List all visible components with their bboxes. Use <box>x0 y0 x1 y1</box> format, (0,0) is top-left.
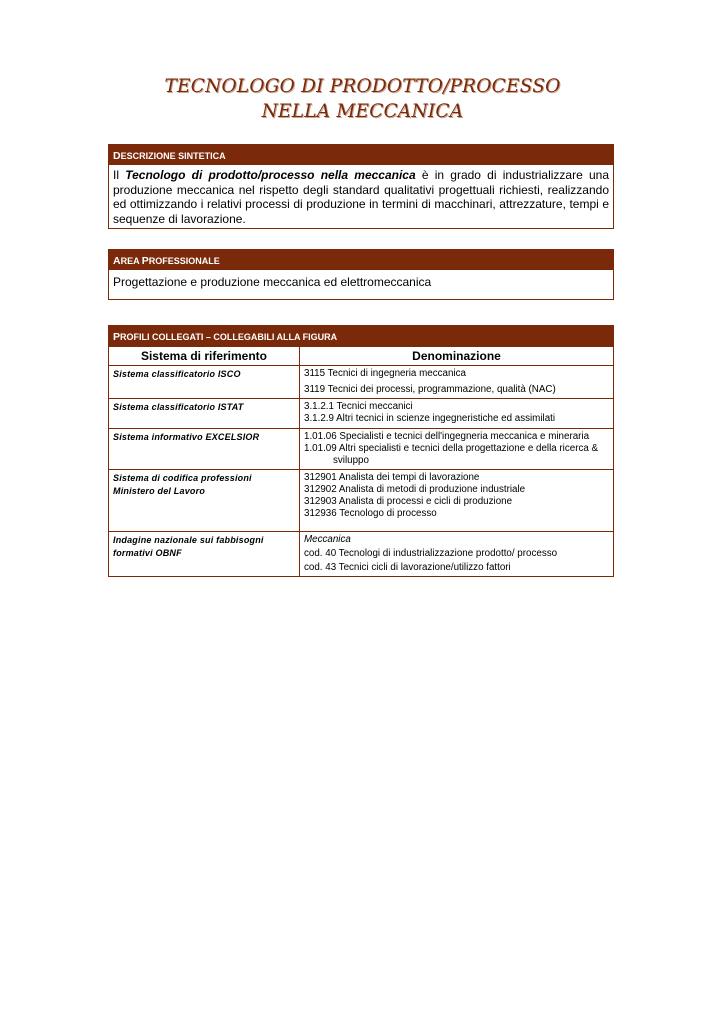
profili-table <box>109 346 613 576</box>
table-row <box>109 532 613 577</box>
sistema-cell: Indagine nazionale sui fabbisogni formativi OBNF <box>109 532 300 577</box>
col-sistema-header: Sistema di riferimento <box>109 347 300 366</box>
sistema-cell: Sistema di codifica professioni Ministero del Lavoro <box>109 470 300 532</box>
profili-header: PROFILI COLLEGATI – COLLEGABILI ALLA FIGURA <box>109 326 613 346</box>
settore-label: Meccanica <box>304 534 351 545</box>
title-line-1: TECNOLOGO DI PRODOTTO/PROCESSO <box>164 76 561 97</box>
descrizione-section <box>108 144 614 229</box>
denominazione-cell: 312901 Analista dei tempi di lavorazione 312902 Analista di metodi di produzione industriale 312903 Analista di processi e cicli di produzione 312936 Tecnologo di processo <box>300 470 614 532</box>
denominazione-cell: 1.01.06 Specialisti e tecnici dell'ingegneria meccanica e mineraria 1.01.09 Altri specialisti e tecnici della progettazione e della ricerca & sviluppo <box>300 429 614 470</box>
denominazione-cell: 3115 Tecnici di ingegneria meccanica 3119 Tecnici dei processi, programmazione, qualità (NAC) <box>300 366 614 399</box>
area-text: Progettazione e produzione meccanica ed elettromeccanica <box>113 275 432 289</box>
denominazione-cell: 3.1.2.1 Tecnici meccanici 3.1.2.9 Altri tecnici in scienze ingegneristiche ed assimilati <box>300 399 614 429</box>
area-section <box>108 249 614 300</box>
sistema-cell: Sistema informativo EXCELSIOR <box>109 429 300 470</box>
descrizione-text: Il Tecnologo di prodotto/processo nella meccanica è in grado di industrializzare una produzione meccanica nel rispetto degli standard qualitativi progettuali richiesti, realizzando ed ottimizzando i relativi processi di produzione in termini di macchinari, attrezzature, tempi e sequenze di lavorazione. <box>113 168 609 226</box>
profile-name: Tecnologo di prodotto/processo nella meccanica <box>125 168 416 182</box>
table-header-row <box>109 347 613 366</box>
col-denominazione-header: Denominazione <box>300 347 614 366</box>
area-header: AREA PROFESSIONALE <box>109 250 613 270</box>
descrizione-header: DESCRIZIONE SINTETICA <box>109 145 613 165</box>
table-row <box>109 366 613 399</box>
sistema-cell: Sistema classificatorio ISTAT <box>109 399 300 429</box>
title-line-2: NELLA MECCANICA <box>261 101 464 122</box>
table-row <box>109 470 613 532</box>
table-row <box>109 429 613 470</box>
profili-section <box>108 325 614 577</box>
table-row <box>109 399 613 429</box>
page-title <box>0 74 725 124</box>
denominazione-cell: Meccanica cod. 40 Tecnologi di industrializzazione prodotto/ processo cod. 43 Tecnici cicli di lavorazione/utilizzo fattori <box>300 532 614 577</box>
sistema-cell: Sistema classificatorio ISCO <box>109 366 300 399</box>
